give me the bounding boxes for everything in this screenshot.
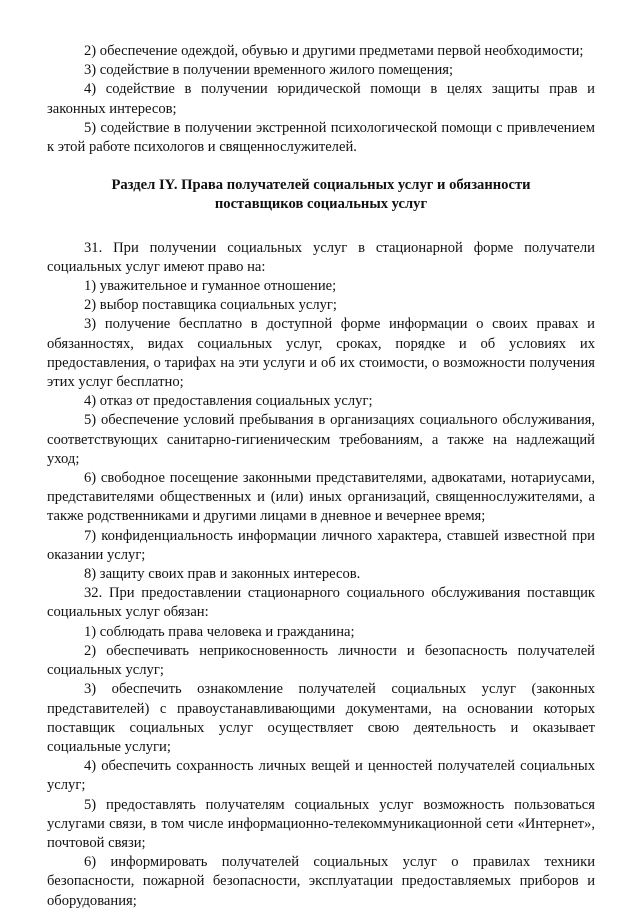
- section-heading: [47, 176, 595, 214]
- document-page: [47, 42, 595, 911]
- section-heading-line-1: Раздел IY. Права получателей социальных услуг и обязанности: [111, 177, 531, 194]
- duty-item-5: 5) предоставлять получателям социальных услуг возможность пользоваться услугами связи, в том числе информационно-телекоммуникационной сети «Интернет», почтовой связи;: [47, 796, 595, 851]
- duty-item-6: 6) информировать получателей социальных услуг о правилах техники безопасности, пожарной безопасности, эксплуатации предоставляемых приборов и оборудования;: [47, 854, 595, 909]
- duty-item-2: 2) обеспечивать неприкосновенность личности и безопасность получателей социальных услуг;: [47, 642, 595, 679]
- right-item-4: 4) отказ от предоставления социальных услуг;: [84, 393, 373, 410]
- duty-item-1: 1) соблюдать права человека и гражданина;: [84, 623, 355, 640]
- right-item-5: 5) обеспечение условий пребывания в организациях социального обслуживания, соответствующих санитарно-гигиеническим требованиям, а также на надлежащий уход;: [47, 412, 595, 467]
- duty-item-3: 3) обеспечить ознакомление получателей социальных услуг (законных представителей) с правоустанавливающими документами, на основании которых поставщик социальных услуг осуществляет свою деятельность и оказывает социальные услуги;: [47, 681, 595, 755]
- intro-item-3: 3) содействие в получении временного жилого помещения;: [84, 62, 454, 79]
- right-item-1: 1) уважительное и гуманное отношение;: [84, 278, 337, 295]
- paragraph-31: 31. При получении социальных услуг в стационарной форме получатели социальных услуг имеют право на:: [47, 239, 595, 275]
- intro-item-2: 2) обеспечение одеждой, обувью и другими предметами первой необходимости;: [84, 43, 584, 59]
- right-item-8: 8) защиту своих прав и законных интересов.: [84, 566, 361, 583]
- section-heading-line-2: поставщиков социальных услуг: [214, 196, 428, 213]
- right-item-6: 6) свободное посещение законными представителями, адвокатами, нотариусами, представителями общественных и (или) иных организаций, священнослужителями, а также родственниками и другими лицами в дневное и вечернее время;: [47, 470, 595, 525]
- intro-item-4: 4) содействие в получении юридической помощи в целях защиты прав и законных интересов;: [47, 81, 595, 117]
- intro-item-5: 5) содействие в получении экстренной психологической помощи с привлечением к этой работе психологов и священнослужителей.: [47, 119, 595, 156]
- paragraph-32: 32. При предоставлении стационарного социального обслуживания поставщик социальных услуг обязан:: [47, 585, 595, 621]
- right-item-3: 3) получение бесплатно в доступной форме информации о своих правах и обязанностях, видах социальных услуг, сроках, порядке и об условиях их предоставления, о тарифах на эти услуги и об их стоимости, о возможности получения этих услуг бесплатно;: [47, 316, 595, 391]
- duty-item-4: 4) обеспечить сохранность личных вещей и ценностей получателей социальных услуг;: [47, 758, 595, 794]
- right-item-7: 7) конфиденциальность информации личного характера, ставшей известной при оказании услуг;: [47, 527, 595, 563]
- right-item-2: 2) выбор поставщика социальных услуг;: [84, 297, 337, 314]
